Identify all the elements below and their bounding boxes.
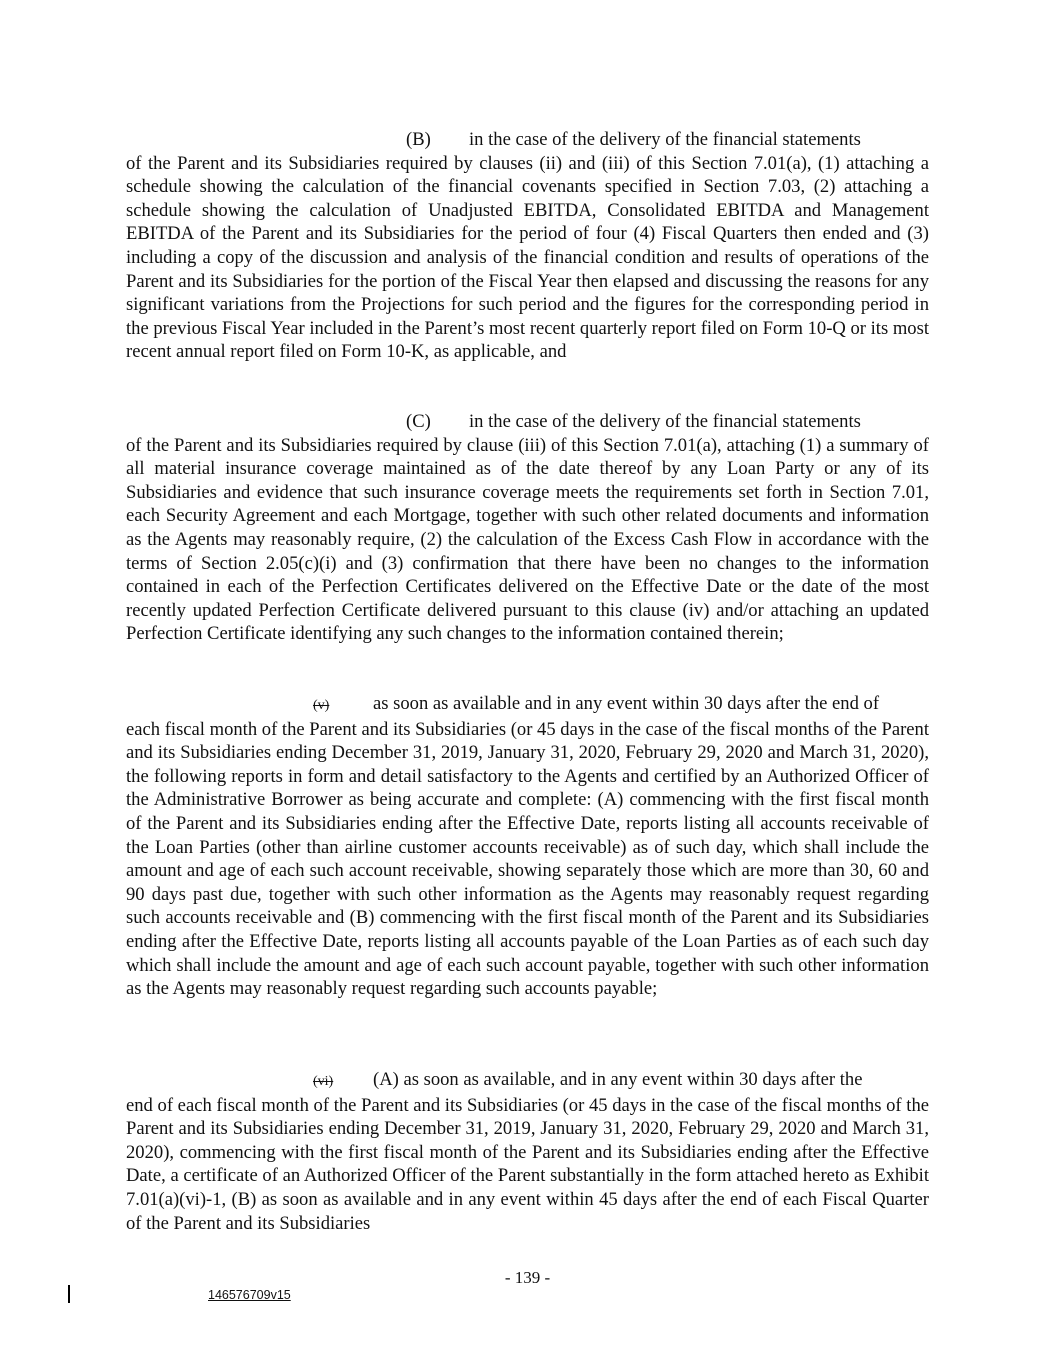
paragraph-v — [126, 692, 929, 1001]
paragraph-b — [126, 128, 929, 364]
paragraph-v-lead — [126, 692, 929, 718]
paragraph-c — [126, 410, 929, 646]
paragraph-vi-body: end of each fiscal month of the Parent and its Subsidiaries (or 45 days in the case of the fiscal months of the Parent and its Subsidiaries ending December 31, 2019, January 31, 2020, February 29, 2020 and March 31, 2020), commencing with the first fiscal month of the Parent and its Subsidiaries ending after the Effective Date, a certificate of an Authorized Officer of the Parent substantially in the form attached hereto as Exhibit 7.01(a)(vi)-1, (B) as soon as available and in any event within 45 days after the end of each Fiscal Quarter of the Parent and its Subsidiaries — [126, 1094, 929, 1234]
paragraph-b-marker: (B) — [406, 129, 431, 150]
paragraph-c-lead — [126, 410, 929, 434]
paragraph-b-body: of the Parent and its Subsidiaries required by clauses (ii) and (iii) of this Section 7.01(a), (1) attaching a schedule showing the calculation of the financial covenants specified in Section 7.03, (2) attaching a schedule showing the calculation of Unadjusted EBITDA, Consolidated EBITDA and Management EBITDA of the Parent and its Subsidiaries for the period of four (4) Fiscal Quarters then ended and (3) including a copy of the discussion and analysis of the financial condition and results of operations of the Parent and its Subsidiaries for the portion of the Fiscal Year then elapsed and discussing the reasons for any significant variations from the Projections for such period and the figures for the corresponding period in the previous Fiscal Year included in the Parent’s most recent quarterly report filed on Form 10-Q or its most recent annual report filed on Form 10-K, as applicable, and — [126, 152, 929, 363]
paragraph-c-lead-text: in the case of the delivery of the financial statements — [469, 411, 861, 432]
paragraph-b-lead — [126, 128, 929, 152]
paragraph-v-body: each fiscal month of the Parent and its Subsidiaries (or 45 days in the case of the fiscal months of the Parent and its Subsidiaries ending December 31, 2019, January 31, 2020, February 29, 2020 and March 31, 2020), the following reports in form and detail satisfactory to the Agents and certified by an Authorized Officer of the Administrative Borrower as being accurate and complete: (A) commencing with the first fiscal month of the Parent and its Subsidiaries ending after the Effective Date, reports listing all accounts receivable of the Loan Parties (other than airline customer accounts receivable) as of such day, which shall include the amount and age of each such account receivable, showing separately those which are more than 30, 60 and 90 days past due, together with such other information as the Agents may reasonably request regarding such accounts receivable and (B) commencing with the first fiscal month of the Parent and its Subsidiaries ending after the Effective Date, reports listing all accounts payable of the Loan Parties as of each such day which shall include the amount and age of each such account payable, together with such other information as the Agents may reasonably request regarding such accounts payable; — [126, 718, 929, 1000]
paragraph-vi-lead — [126, 1068, 929, 1094]
paragraph-vi-lead-text: (A) as soon as available, and in any event within 30 days after the — [373, 1069, 863, 1090]
paragraph-vi — [126, 1068, 929, 1235]
page-number: - 139 - — [504, 1268, 551, 1287]
paragraph-v-lead-text: as soon as available and in any event within 30 days after the end of — [373, 693, 880, 714]
paragraph-v-marker: (v) — [313, 698, 330, 713]
paragraph-c-marker: (C) — [406, 411, 431, 432]
paragraph-b-lead-text: in the case of the delivery of the financial statements — [469, 129, 861, 150]
paragraph-c-body: of the Parent and its Subsidiaries required by clause (iii) of this Section 7.01(a), attaching (1) a summary of all material insurance coverage maintained as of the date thereof by any Loan Party or any of its Subsidiaries and evidence that such insurance coverage meets the requirements set forth in Section 7.01, each Security Agreement and each Mortgage, together with such other related documents and information as the Agents may reasonably require, (2) the calculation of the Excess Cash Flow in accordance with the terms of Section 2.05(c)(i) and (3) confirmation that there have been no changes to the information contained in each of the Perfection Certificates delivered on the Effective Date or the date of the most recently updated Perfection Certificate delivered pursuant to this clause (iv) and/or attaching an updated Perfection Certificate identifying any such changes to the information contained therein; — [126, 434, 929, 645]
document-id: 146576709v15 — [208, 1288, 291, 1302]
revision-change-bar — [68, 1285, 70, 1303]
paragraph-vi-marker: (vi) — [313, 1074, 334, 1089]
